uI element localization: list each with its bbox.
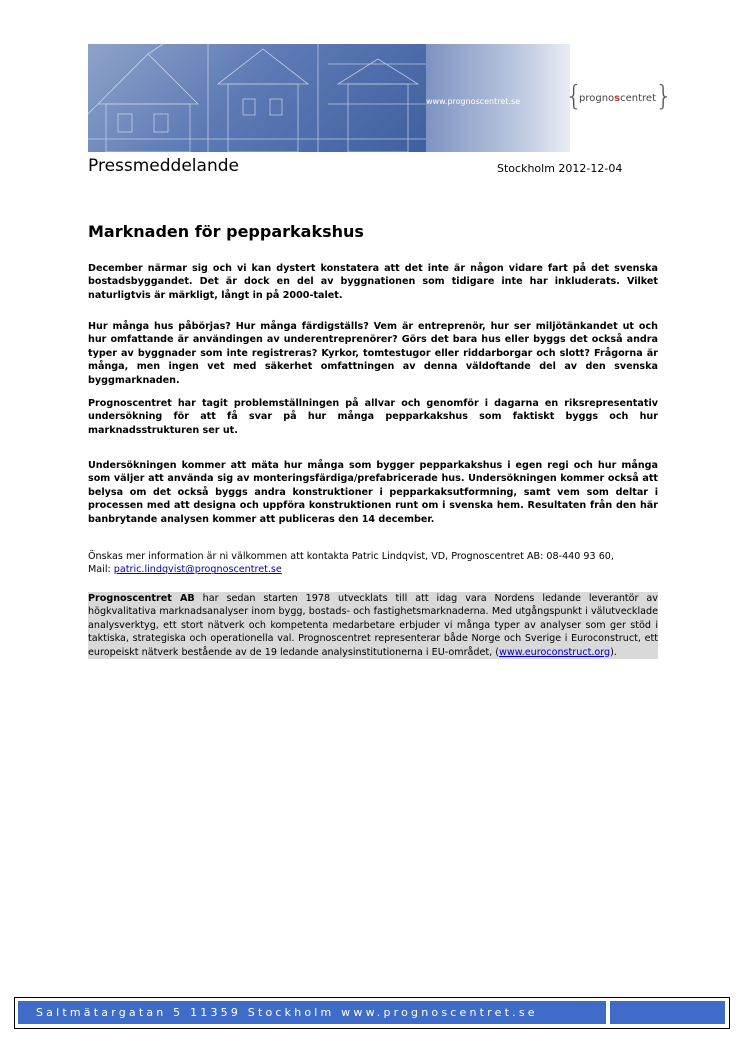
mail-link[interactable]: patric.lindqvist@prognoscentret.se <box>113 564 282 576</box>
prognoscentret-logo <box>565 79 673 119</box>
paragraph-3: Prognoscentret har tagit problemställningen på allvar och genomför i dagarna en riksrepresentativ undersökning för att få svar på hur många pepparkakshus som faktiskt byggs och hur marknadsstrukturen ser ut. <box>88 398 658 436</box>
page-title: Marknaden för pepparkakshus <box>88 222 364 241</box>
document-type-label: Pressmeddelande <box>88 156 239 176</box>
paragraph-1: December närmar sig och vi kan dystert konstatera att det inte är någon vidare fart på det svenska bostadsbyggandet. Det är dock en del av byggnationen som tidigare inte har inkluderats. Vilket naturligtvis är märkligt, långt in på 2000-talet. <box>88 263 658 301</box>
house-drawing-icon <box>88 44 426 152</box>
footer <box>14 997 730 1029</box>
about-end: ). <box>610 646 617 658</box>
company-name: Prognoscentret AB <box>88 593 195 604</box>
about-text: har sedan starten 1978 utvecklats till att idag vara Nordens ledande leverantör av högkvalitativa marknadsanalyser inom bygg, bostads- och fastighetsmarknaderna. Med utgångspunkt i välutvecklade analysverktyg, ett stort nätverk och kompetenta medarbetare erbjuder vi många typer av analyser som ger stöd i taktiska, strategiska och operationella val. Prognoscentret representerar både Norge och Sverige i Euroconstruct, ett europeiskt nätverk bestående av de 19 ledande analysinstitutionerna i EU-området, ( <box>88 593 658 658</box>
footer-address: Saltmätargatan 5 11359 Stockholm www.prognoscentret.se <box>18 1001 606 1024</box>
paragraph-4: Undersökningen kommer att mäta hur många som bygger pepparkakshus i egen regi och hur många som väljer att använda sig av monteringsfärdiga/prefabricerade hus. Undersökningen kommer också att belysa om det också byggs andra konstruktioner i pepparkaksutformning, samt vem som deltar i processen med att designa och uppföra konstruktionen runt om i svenska hem. Resultaten från den här banbrytande analysen kommer att publiceras den 14 december. <box>88 460 658 525</box>
right-brace-icon: } <box>655 79 673 112</box>
euroconstruct-link[interactable]: www.euroconstruct.org <box>499 646 611 658</box>
left-brace-icon: { <box>565 79 583 112</box>
contact-info <box>88 550 658 577</box>
header-banner-image <box>88 44 426 152</box>
footer-box <box>610 1001 725 1024</box>
company-boilerplate <box>88 592 658 659</box>
mail-label: Mail: <box>88 564 114 576</box>
place-date: Stockholm 2012-12-04 <box>497 162 623 175</box>
header-url: www.prognoscentret.se <box>426 97 521 106</box>
contact-text: Önskas mer information är ni välkommen att kontakta Patric Lindqvist, VD, Prognoscentret AB: 08-440 93 60, <box>88 551 614 562</box>
logo-text: prognoscentret <box>579 93 656 104</box>
paragraph-2: Hur många hus påbörjas? Hur många färdigställs? Vem är entreprenör, hur ser miljötänkandet ut och hur omfattande är användingen av underentreprenörer? Görs det bara hus eller byggs det också andra typer av byggnader som inte registreras? Kyrkor, tomtestugor eller riddarborgar och slott? Frågorna är många, men ingen vet med säkerhet omfattningen av denna väldoftande del av den svenska byggmarknaden. <box>88 321 658 386</box>
